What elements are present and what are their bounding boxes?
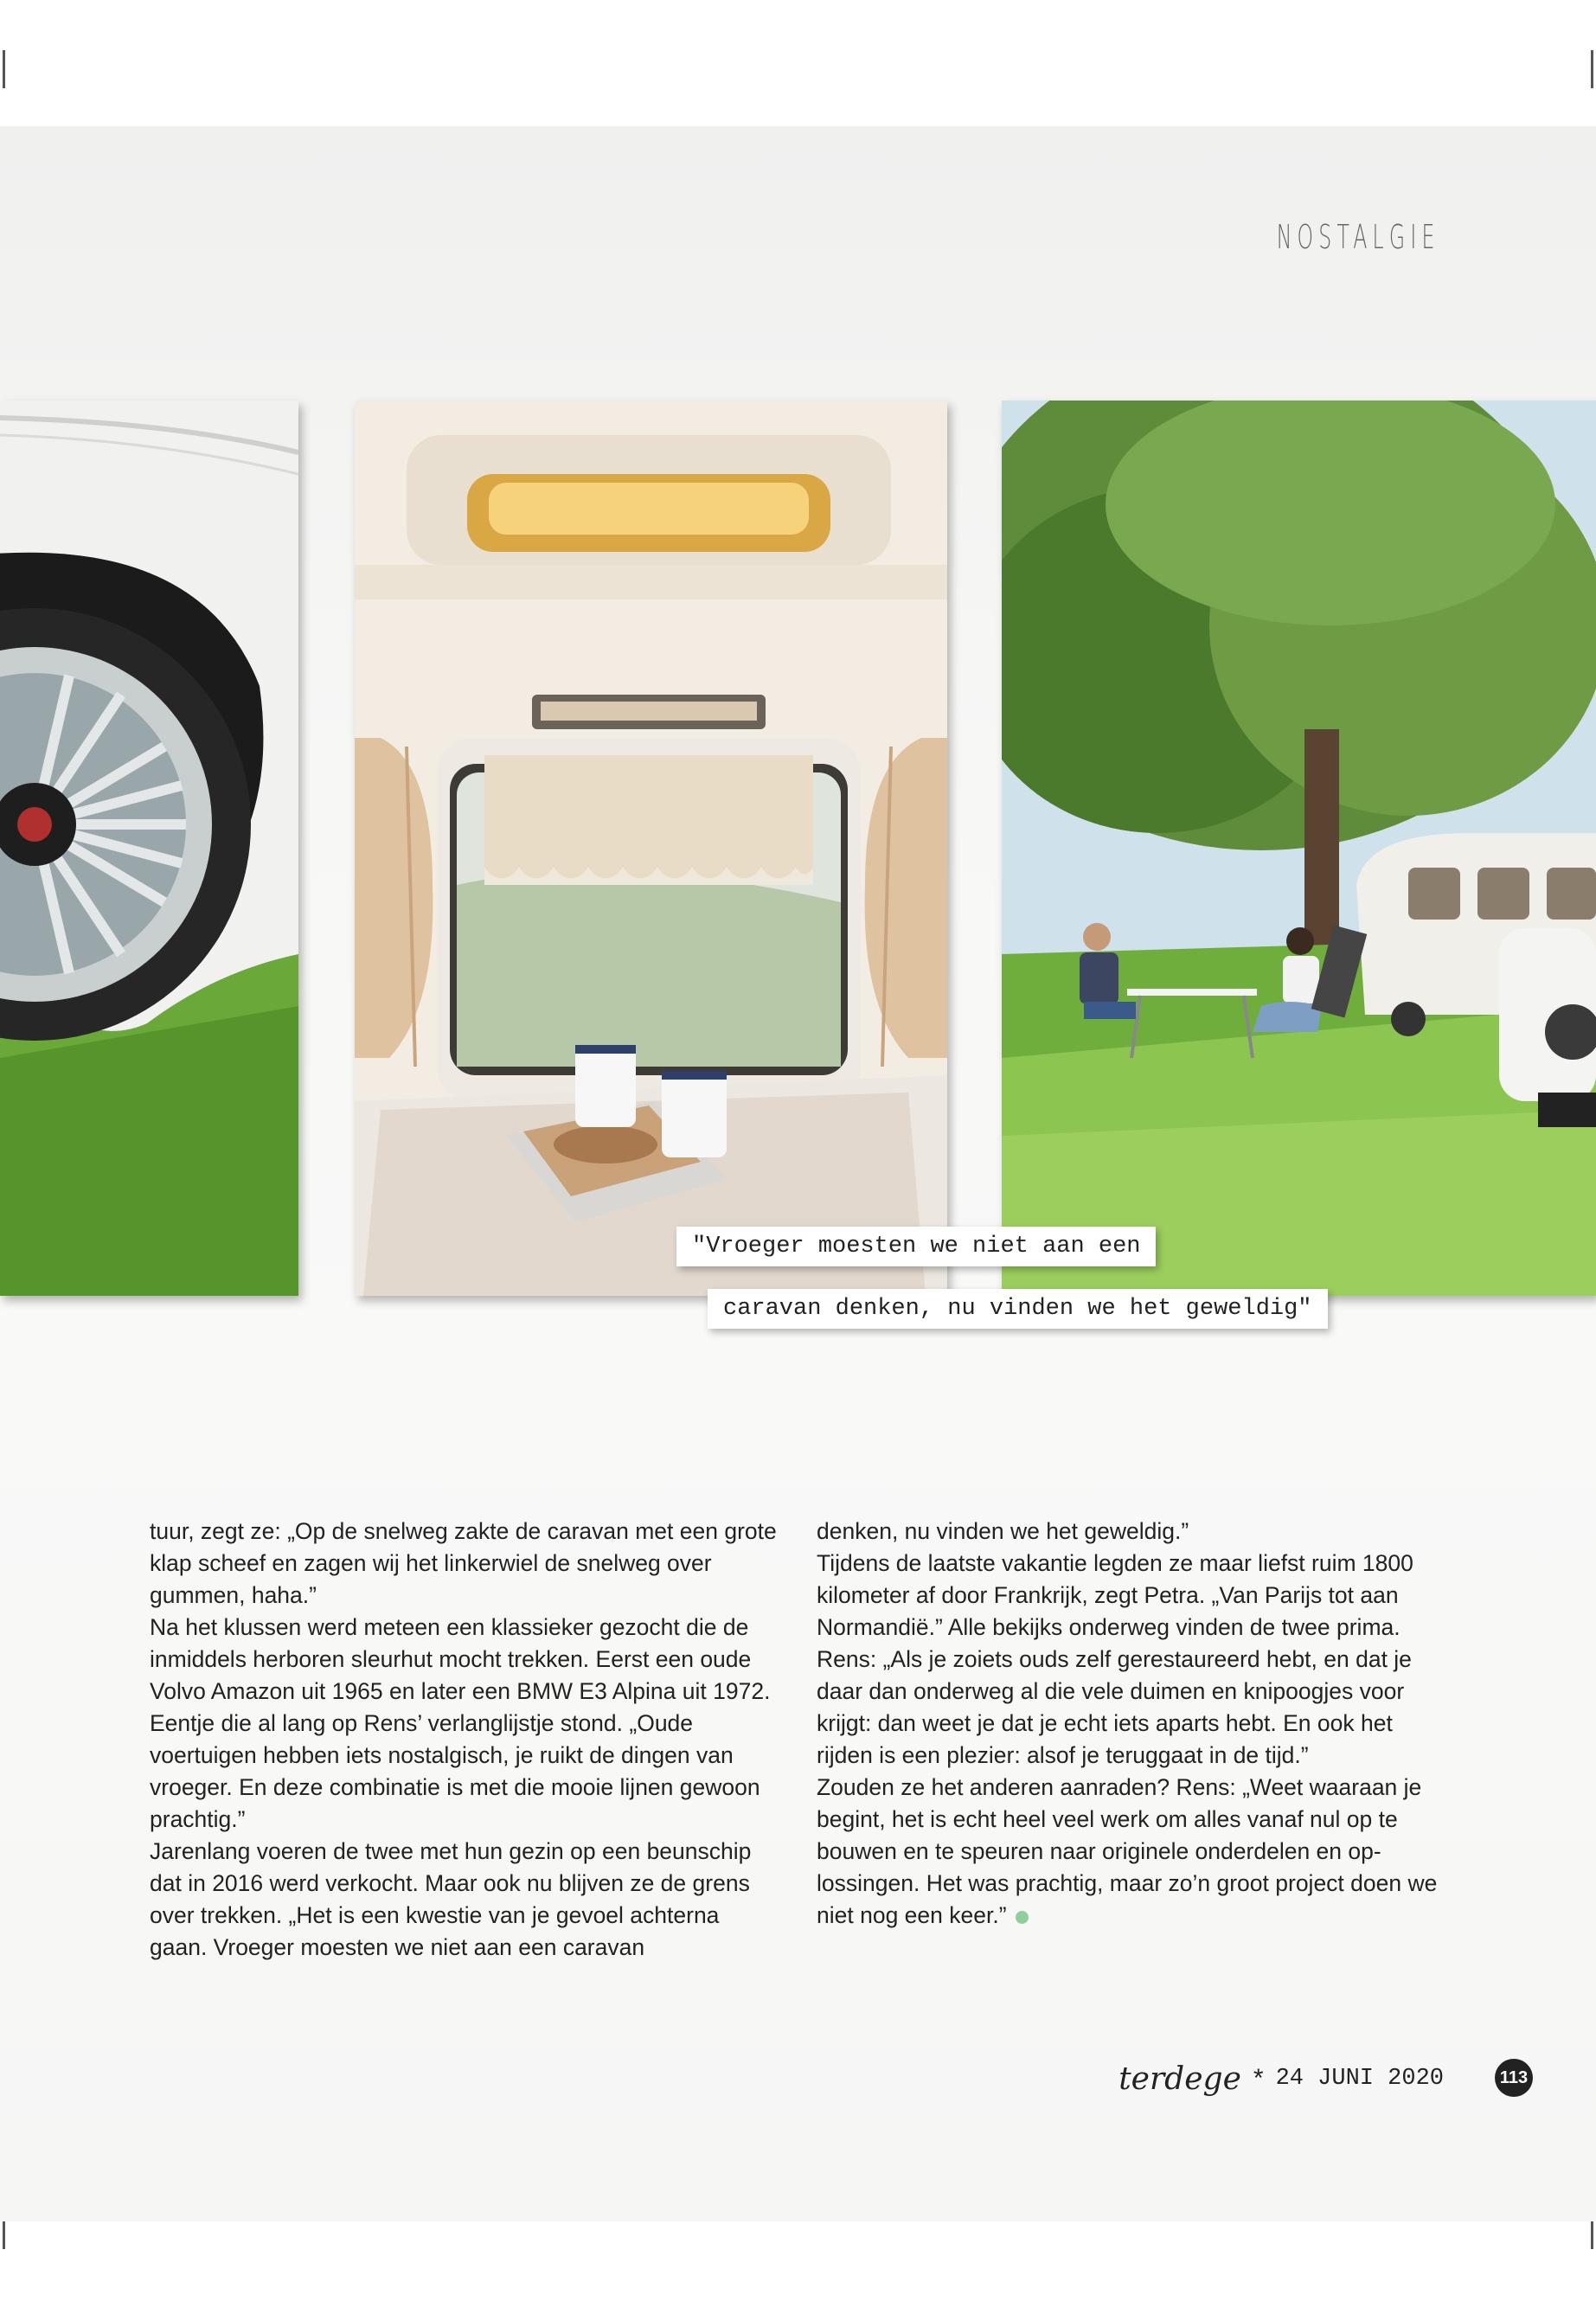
crop-mark-top-right xyxy=(1591,50,1593,88)
article-column-left xyxy=(150,1516,781,1964)
paragraph-text: Zouden ze het anderen aanraden? Rens: „Weet waaraan je begint, het is echt heel veel werk om alles vanaf nul op te bouwen en te speuren naar originele onderdelen en oplossingen. Het was prachtig, maar zo’n groot project doen we niet nog een keer.” xyxy=(817,1774,1438,1928)
paragraph: Na het klussen werd meteen een klassieker gezocht die de inmiddels herboren sleurhut mocht trekken. Eerst een oude Volvo Amazon uit 1965 en later een BMW E3 Alpina uit 1972. Eentje die al lang op Rens’ verlanglijstje stond. „Oude voertuigen hebben iets nostalgisch, je ruikt de dingen van vroeger. En deze combinatie is met die mooie lijnen gewoon prachtig.” xyxy=(150,1614,771,1832)
paragraph: Tijdens de laatste vakantie legden ze maar liefst ruim 1800 kilometer af door Frankrijk, zegt Petra. „Van Parijs tot aan Normandië.” Alle bekijks onderweg vinden de twee prima. Rens: „Als je zoiets ouds zelf gerestaureerd hebt, en dat je daar dan onderweg al die vele duimen en knipoogjes voor krijgt: dan weet je dat je echt iets aparts hebt. En ook het rijden is een plezier: alsof je teruggaat in de tijd.” xyxy=(817,1550,1413,1768)
page-number-badge: 113 xyxy=(1495,2059,1533,2097)
paragraph-last xyxy=(817,1772,1448,1932)
paragraph: denken, nu vinden we het geweldig.” xyxy=(817,1518,1189,1544)
caravan-interior-illustration xyxy=(355,401,947,1296)
photo-car-wheel xyxy=(0,401,298,1296)
page-footer xyxy=(1118,2057,1444,2100)
paragraph: tuur, zegt ze: „Op de snelweg zakte de caravan met een grote klap scheef en zagen wij het linkerwiel de snelweg over gummen, haha.” xyxy=(150,1518,777,1608)
photo-caravan-interior xyxy=(355,401,947,1296)
section-label: NOSTALGIE xyxy=(1277,218,1440,256)
end-of-article-dot-icon xyxy=(1016,1911,1029,1924)
issue-date: 24 JUNI 2020 xyxy=(1275,2066,1444,2092)
car-wheel-illustration xyxy=(0,401,298,1296)
camping-scene-illustration xyxy=(1002,401,1596,1296)
photo-camping-scene xyxy=(1002,401,1596,1296)
pull-quote-line-2: caravan denken, nu vinden we het geweldig" xyxy=(708,1289,1328,1329)
crop-mark-top-left xyxy=(3,50,5,88)
footer-separator: * xyxy=(1253,2064,1264,2093)
article-column-right xyxy=(817,1516,1448,1932)
pull-quote-line-1: "Vroeger moesten we niet aan een xyxy=(676,1227,1156,1266)
paragraph: Jarenlang voeren de twee met hun gezin op een beunschip dat in 2016 werd verkocht. Maar ook nu blijven ze de grens over trekken. „Het is een kwestie van je gevoel achterna gaan. Vroeger moesten we niet aan een caravan xyxy=(150,1838,752,1960)
magazine-brand: terdege xyxy=(1118,2061,1241,2097)
